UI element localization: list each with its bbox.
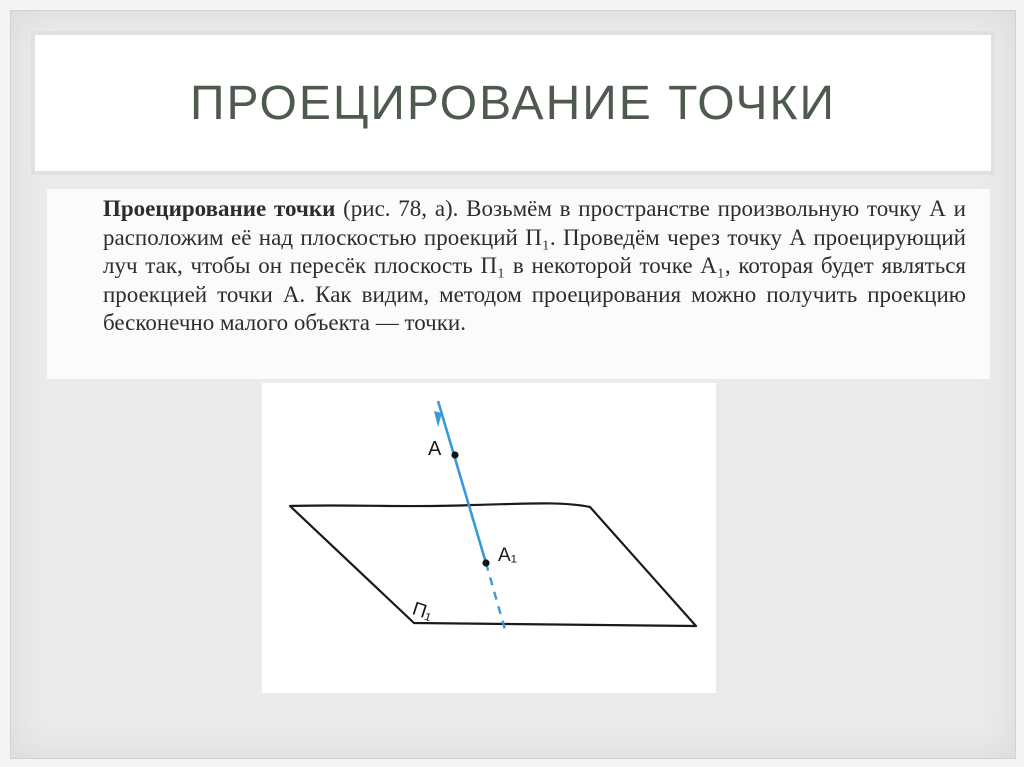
point-a1-label: A₁ (498, 545, 518, 566)
projecting-ray (438, 401, 486, 563)
ray-arrow-icon (434, 411, 442, 427)
textbook-body: (рис. 78, а). Возьмём в пространстве произвольную точку А и расположим её над плоскостью проекций П₁. Проведём через точку А проецирующий луч так, чтобы он пересёк плоскость П₁ в некоторой точке А₁, которая будет являться проекцией точки А. Как видим, методом проецирования можно получить проекцию бесконечно малого объекта — точки. (103, 196, 966, 336)
slide-title: ПРОЕЦИРОВАНИЕ ТОЧКИ (190, 76, 836, 130)
projection-figure (262, 383, 716, 693)
title-box (31, 31, 995, 175)
projection-plane (290, 503, 696, 626)
projecting-ray-hidden (486, 563, 506, 633)
textbook-bold-lead: Проецирование точки (103, 196, 336, 221)
projection-diagram (262, 383, 716, 693)
plane-label: П₁ (409, 598, 436, 625)
point-a-label: A (428, 438, 442, 460)
point-a1-dot (482, 559, 489, 566)
textbook-excerpt (47, 189, 990, 379)
textbook-paragraph (103, 195, 966, 338)
point-a-dot (451, 451, 458, 458)
slide (10, 10, 1016, 759)
